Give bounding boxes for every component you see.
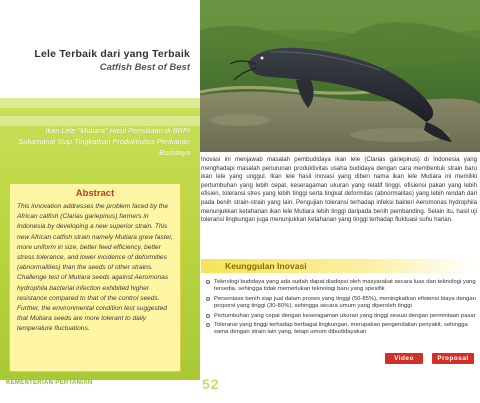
list-item <box>206 313 476 320</box>
advantages-list <box>206 279 476 339</box>
list-item-text: Persentase benih siap jual dalam proses yang tinggi (50-85%), meningkatkan efisiensi biaya dengan proporsi yang tinggi (30-80%), sehingga secara umum yang diperoleh tinggi <box>214 295 476 310</box>
left-column <box>0 0 200 403</box>
body-paragraph: Inovasi ini menjawab masalah pembudidaya ikan lele (Clarias gariepinus) di Indonesia yang menghadapi masalah penurunan produktivitas usaha budidaya dengan cara membentuk strain baru ikan lele yang unggul. Ikan lele hasil inovasi yang diberi nama ikan lele Mutiara ini memiliki pertumbuhan yang lebih cepat, keseragaman ukuran yang relatif tinggi, efisiensi pakan yang lebih efisien, toleransi stres yang lebih tinggi serta tingkat deformitas (abnormalitas) yang lebih rendah dari pada benih strain-strain yang lain. Pengujian toleransi terhadap infeksi bakteri Aeromonas hydrophila menunjukkan ketahanan ikan lele Mutiara lebih tinggi daripada benih pembanding. Selain itu, hasil uji toleransi lingkungan juga menunjukkan ketahanan yang tinggi terhadap fluktuasi suhu harian. <box>201 156 477 224</box>
catfish-photo-icon <box>200 0 480 152</box>
abstract-heading: Abstract <box>75 188 115 199</box>
catfish-photo <box>200 0 480 152</box>
page-number: 52 <box>202 376 220 392</box>
list-item <box>206 279 476 294</box>
list-item <box>206 296 476 311</box>
list-item <box>206 322 476 337</box>
page-subtitle-english: Catfish Best of Best <box>99 62 190 73</box>
decorative-stripe <box>0 98 200 108</box>
bullet-icon <box>206 280 210 284</box>
title-block <box>10 48 190 73</box>
list-item-text: Teknologi budidaya yang ada sudah dapat diadopsi oleh masyarakat secara luas dan teknologi yang tersedia, sehingga tidak memerlukan teknologi baru yang spesifik <box>214 279 476 293</box>
proposal-button[interactable]: Proposal <box>432 353 474 364</box>
bullet-icon <box>206 297 210 301</box>
article-subtitle: Ikan Lele "Mutiara" Hasil Pemuliaan di BRPI Sukamandi Siap Tingkatkan Produktivitas Perikanan Budidaya <box>18 126 190 157</box>
abstract-box <box>9 183 181 372</box>
footer-ministry-label: KEMENTERIAN PERTANIAN <box>6 380 93 386</box>
video-button[interactable]: Video <box>385 353 423 364</box>
section-heading-keunggulan: Keunggulan Inovasi <box>201 259 477 273</box>
bullet-icon <box>206 314 210 318</box>
list-item-text: Pertumbuhan yang cepat dengan keseragaman ukuran yang tinggi sesuai dengan permintaan pasar <box>214 312 476 319</box>
list-item-text: Toleransi yang tinggi terhadap berbagai lingkungan, merupakan pengendalian penyakit, sehingga sama dengan strain lain yang, tetapi umum dibudidayakan <box>214 322 468 336</box>
page-title: Lele Terbaik dari yang Terbaik <box>34 48 190 60</box>
bullet-icon <box>206 323 210 327</box>
abstract-text: This innovation addresses the problem faced by the African catfish (Clarias gariepinus) farmers in Indonesia by developing a new superior strain. This new African catfish strain namely Mutiara grew faster, more uniform in size, better feed efficiency, better stress tolerance, and lower incidence of deformities (abnormalities) than the seeds of other strains. Challenge test of Mutiara seeds against Aeromonas hydrophila bacterial infection exhibited higher resistance compared to that of the control seeds. Further, the environmental condition test suggested that Mutiara seeds are more tolerant to daily temperature fluctuations. <box>17 203 173 333</box>
